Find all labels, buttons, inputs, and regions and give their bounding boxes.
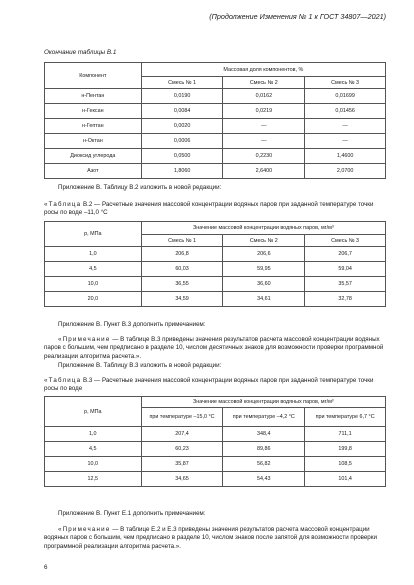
table-cell: 54,43: [223, 472, 305, 487]
table-b1-header-component: Компонент: [45, 63, 142, 89]
table-row: [45, 104, 386, 119]
table-cell: 0,2230: [223, 149, 305, 164]
table-row: [45, 457, 386, 472]
table-row: [45, 292, 386, 307]
table-cell: 0,01699: [305, 89, 386, 104]
table-b3-header-pressure: р, МПа: [45, 397, 142, 427]
table-cell: 206,6: [223, 247, 305, 262]
table-cell: 0,0162: [223, 89, 305, 104]
table-cell: 35,57: [305, 277, 386, 292]
note-b3: [44, 336, 386, 361]
table-cell: —: [223, 134, 305, 149]
table-cell: 34,59: [141, 292, 223, 307]
table-row: [45, 247, 386, 262]
table-cell: 199,8: [305, 442, 386, 457]
table-cell: —: [223, 119, 305, 134]
table-cell: —: [305, 119, 386, 134]
table-cell: 0,0190: [141, 89, 223, 104]
table-cell: 56,82: [223, 457, 305, 472]
instruction-b2: Приложение В. Таблицу В.2 изложить в новой редакции:: [58, 184, 222, 191]
note-e1: [44, 526, 386, 551]
table-b2-title: [44, 201, 386, 218]
table-b1: [44, 62, 386, 179]
instruction-b3-note: Приложение В. Пункт В.3 дополнить примечанием:: [58, 321, 206, 328]
table-cell: 36,60: [223, 277, 305, 292]
table-row: [45, 89, 386, 104]
table-cell: 34,61: [223, 292, 305, 307]
table-cell: 32,78: [305, 292, 386, 307]
table-cell: 34,65: [141, 472, 223, 487]
table-b2-mix-header: Смесь № 1: [141, 235, 223, 247]
table-cell: 0,0020: [141, 119, 223, 134]
instruction-e1-note: Приложение В. Пункт Е.1 дополнить примечанием:: [58, 510, 206, 517]
table-cell: —: [305, 134, 386, 149]
table-cell: 60,23: [141, 442, 223, 457]
note-label: «Примечание: [58, 336, 111, 343]
table-cell: 1,8060: [141, 164, 223, 179]
table-b3-title-label: «Таблица: [44, 377, 82, 384]
table-cell: 2,0700: [305, 164, 386, 179]
table-b3-temp-header: при температуре 6,7 °С: [305, 408, 386, 427]
table-cell: 206,7: [305, 247, 386, 262]
note-text: — В таблице Е.2 и Е.3 приведены значения результатов расчета массовой концентрации водяных паров с большим, чем предписано в разделе 10, числом знаков после запятой для возможности проверки программной реализации алгоритма расчета.».: [44, 526, 377, 550]
table-b1-mix-header: Смесь № 1: [141, 77, 223, 89]
table-row: [45, 262, 386, 277]
table-row: [45, 119, 386, 134]
table-row: [45, 164, 386, 179]
table-b2: [44, 221, 386, 307]
row-label: н-Пентан: [45, 89, 142, 104]
table-cell: 206,8: [141, 247, 223, 262]
row-label: н-Гексан: [45, 104, 142, 119]
table-cell: 207,4: [141, 427, 223, 442]
table-b2-header-pressure: р, МПа: [45, 222, 142, 247]
note-text: — В таблице В.3 приведены значения результатов расчета массовой концентрации водяных паров с большим, чем предписано в разделе 10, числом десятичных знаков для возможности проверки программной реализации алгоритма расчета.».: [44, 336, 384, 360]
row-label: 1,0: [45, 247, 142, 262]
running-header: (Продолжение Изменения № 1 к ГОСТ 34807—2021): [209, 12, 386, 21]
table-cell: 59,95: [223, 262, 305, 277]
table-row: [45, 277, 386, 292]
table-cell: 0,0084: [141, 104, 223, 119]
table-b3: [44, 396, 386, 487]
row-label: 4,5: [45, 262, 142, 277]
table-row: [45, 472, 386, 487]
table-b1-caption: Окончание таблицы В.1: [44, 49, 117, 56]
table-cell: 101,4: [305, 472, 386, 487]
table-cell: 2,6400: [223, 164, 305, 179]
row-label: н-Гептан: [45, 119, 142, 134]
table-cell: 89,86: [223, 442, 305, 457]
table-b2-group-header: Значение массовой концентрации водяных паров, мг/м³: [141, 222, 385, 235]
table-cell: 0,01456: [305, 104, 386, 119]
page-number: 6: [44, 564, 48, 571]
row-label: 12,5: [45, 472, 142, 487]
row-label: 20,0: [45, 292, 142, 307]
table-cell: 711,1: [305, 427, 386, 442]
row-label: н-Октан: [45, 134, 142, 149]
table-row: [45, 134, 386, 149]
table-b2-mix-header: Смесь № 2: [223, 235, 305, 247]
table-b3-temp-header: при температуре –4,2 °С: [223, 408, 305, 427]
table-b1-mix-header: Смесь № 3: [305, 77, 386, 89]
table-row: [45, 149, 386, 164]
table-cell: 0,0006: [141, 134, 223, 149]
table-cell: 35,87: [141, 457, 223, 472]
row-label: 1,0: [45, 427, 142, 442]
table-cell: 60,03: [141, 262, 223, 277]
note-label: «Примечание: [58, 526, 111, 533]
table-b1-group-header: Массовая доля компонентов, %: [141, 63, 385, 77]
table-b3-group-header: Значение массовой концентрации водяных паров, мг/м³: [141, 397, 385, 408]
table-b2-mix-header: Смесь № 3: [305, 235, 386, 247]
row-label: 10,0: [45, 457, 142, 472]
table-cell: 0,0500: [141, 149, 223, 164]
row-label: Диоксид углерода: [45, 149, 142, 164]
table-b3-title: [44, 377, 386, 394]
instruction-b3-table: Приложение В. Таблицу В.3 изложить в новой редакции:: [58, 362, 222, 369]
table-b3-title-text: В.3 — Расчетные значения массовой концентрации водяных паров при заданной температуре точки росы по воде: [44, 377, 374, 393]
table-b2-title-label: «Таблица: [44, 201, 82, 208]
table-cell: 1,4600: [305, 149, 386, 164]
table-row: [45, 442, 386, 457]
table-b2-title-text: В.2 — Расчетные значения массовой концентрации водяных паров при заданной температуре точки росы по воде –11,0 °С: [44, 201, 374, 217]
table-cell: 0,0219: [223, 104, 305, 119]
table-cell: 348,4: [223, 427, 305, 442]
table-b3-temp-header: при температуре –15,0 °С: [141, 408, 223, 427]
table-cell: 59,04: [305, 262, 386, 277]
table-cell: 108,5: [305, 457, 386, 472]
table-row: [45, 427, 386, 442]
row-label: 4,5: [45, 442, 142, 457]
table-b1-mix-header: Смесь № 2: [223, 77, 305, 89]
table-cell: 36,55: [141, 277, 223, 292]
row-label: 10,0: [45, 277, 142, 292]
row-label: Азот: [45, 164, 142, 179]
